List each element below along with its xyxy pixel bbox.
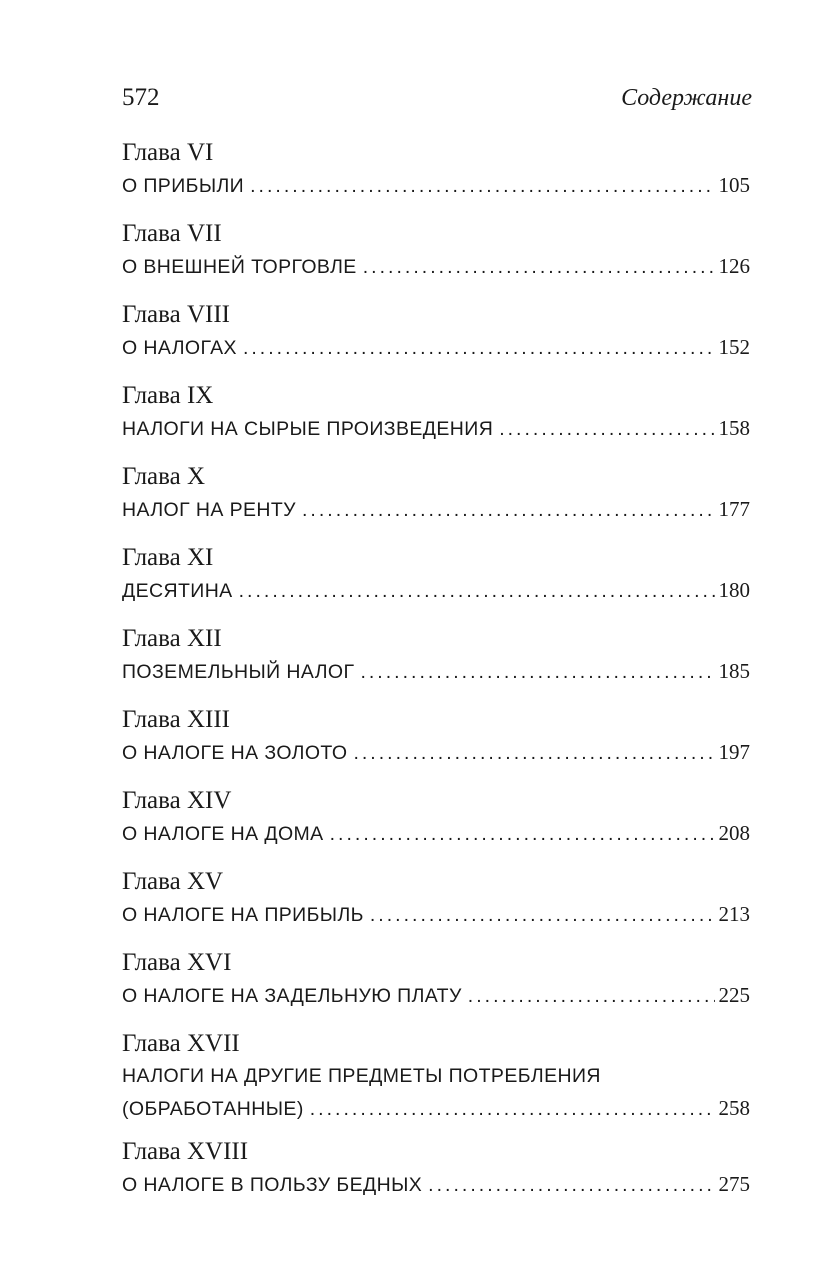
chapter-label: Глава X	[122, 463, 206, 490]
chapter-label: Глава XIV	[122, 787, 232, 814]
page-ref: 158	[718, 416, 750, 440]
toc-line[interactable]	[122, 574, 750, 607]
toc-line[interactable]	[122, 250, 750, 283]
dot-leader	[239, 575, 715, 607]
dot-leader	[468, 980, 715, 1012]
running-head: Содержание	[621, 85, 752, 111]
chapter-label: Глава XVII	[122, 1030, 240, 1057]
toc-line[interactable]	[122, 169, 750, 202]
chapter-title: О НАЛОГАХ	[122, 337, 237, 359]
page-ref: 105	[718, 173, 750, 197]
chapter-label: Глава VII	[122, 220, 222, 247]
dot-leader	[353, 737, 714, 769]
toc-entry	[122, 704, 750, 785]
chapter-title: НАЛОГИ НА СЫРЫЕ ПРОИЗВЕДЕНИЯ	[122, 418, 494, 440]
toc-entry	[122, 947, 750, 1028]
dot-leader	[302, 494, 715, 526]
page-ref: 177	[718, 497, 750, 521]
chapter-title: О НАЛОГЕ НА ЗАДЕЛЬНУЮ ПЛАТУ	[122, 985, 462, 1007]
chapter-label: Глава VI	[122, 139, 214, 166]
chapter-label: Глава VIII	[122, 301, 230, 328]
toc-entry	[122, 1136, 750, 1217]
toc-entry	[122, 380, 750, 461]
toc-list	[122, 137, 750, 1217]
chapter-label: Глава XVI	[122, 949, 232, 976]
toc-entry	[122, 623, 750, 704]
toc-line[interactable]	[122, 655, 750, 688]
dot-leader	[363, 251, 715, 283]
toc-entry	[122, 299, 750, 380]
toc-line[interactable]	[122, 331, 750, 364]
chapter-title: О ПРИБЫЛИ	[122, 175, 245, 197]
page-ref: 225	[718, 983, 750, 1007]
chapter-label: Глава XVIII	[122, 1138, 249, 1165]
chapter-title: НАЛОГ НА РЕНТУ	[122, 499, 296, 521]
chapter-title: О НАЛОГЕ НА ЗОЛОТО	[122, 742, 348, 764]
toc-line[interactable]	[122, 898, 750, 931]
toc-entry	[122, 1028, 750, 1136]
dot-leader	[250, 170, 714, 202]
toc-line[interactable]	[122, 1168, 750, 1201]
dot-leader	[310, 1093, 715, 1125]
page-ref: 208	[718, 821, 750, 845]
dot-leader	[243, 332, 715, 364]
toc-entry	[122, 866, 750, 947]
toc-entry	[122, 542, 750, 623]
chapter-title: ДЕСЯТИНА	[122, 580, 233, 602]
dot-leader	[370, 899, 715, 931]
toc-line[interactable]	[122, 412, 750, 445]
dot-leader	[360, 656, 714, 688]
toc-entry	[122, 218, 750, 299]
chapter-label: Глава IX	[122, 382, 214, 409]
page-ref: 275	[718, 1172, 750, 1196]
chapter-title: О НАЛОГЕ НА ПРИБЫЛЬ	[122, 904, 364, 926]
page-ref: 180	[718, 578, 750, 602]
toc-entry	[122, 137, 750, 218]
page-ref: 185	[718, 659, 750, 683]
chapter-title: ПОЗЕМЕЛЬНЫЙ НАЛОГ	[122, 661, 355, 683]
dot-leader	[330, 818, 715, 850]
chapter-label: Глава XI	[122, 544, 214, 571]
chapter-title: О НАЛОГЕ НА ДОМА	[122, 823, 324, 845]
chapter-title: О НАЛОГЕ В ПОЛЬЗУ БЕДНЫХ	[122, 1174, 423, 1196]
dot-leader	[499, 413, 714, 445]
chapter-label: Глава XII	[122, 625, 222, 652]
toc-line[interactable]	[122, 817, 750, 850]
chapter-label: Глава XV	[122, 868, 224, 895]
chapter-title-line: НАЛОГИ НА ДРУГИЕ ПРЕДМЕТЫ ПОТРЕБЛЕНИЯ	[122, 1065, 601, 1087]
page-ref: 258	[718, 1096, 750, 1120]
toc-line[interactable]	[122, 979, 750, 1012]
page-ref: 152	[718, 335, 750, 359]
page-header	[122, 84, 752, 120]
chapter-title: (ОБРАБОТАННЫЕ)	[122, 1098, 304, 1120]
dot-leader	[428, 1169, 714, 1201]
chapter-label: Глава XIII	[122, 706, 230, 733]
page-ref: 126	[718, 254, 750, 278]
toc-entry	[122, 785, 750, 866]
toc-line[interactable]	[122, 1092, 750, 1125]
toc-line[interactable]	[122, 736, 750, 769]
page-ref: 197	[718, 740, 750, 764]
page-number: 572	[122, 84, 160, 111]
chapter-title: О ВНЕШНЕЙ ТОРГОВЛЕ	[122, 256, 357, 278]
toc-entry	[122, 461, 750, 542]
toc-line[interactable]	[122, 493, 750, 526]
page-ref: 213	[718, 902, 750, 926]
